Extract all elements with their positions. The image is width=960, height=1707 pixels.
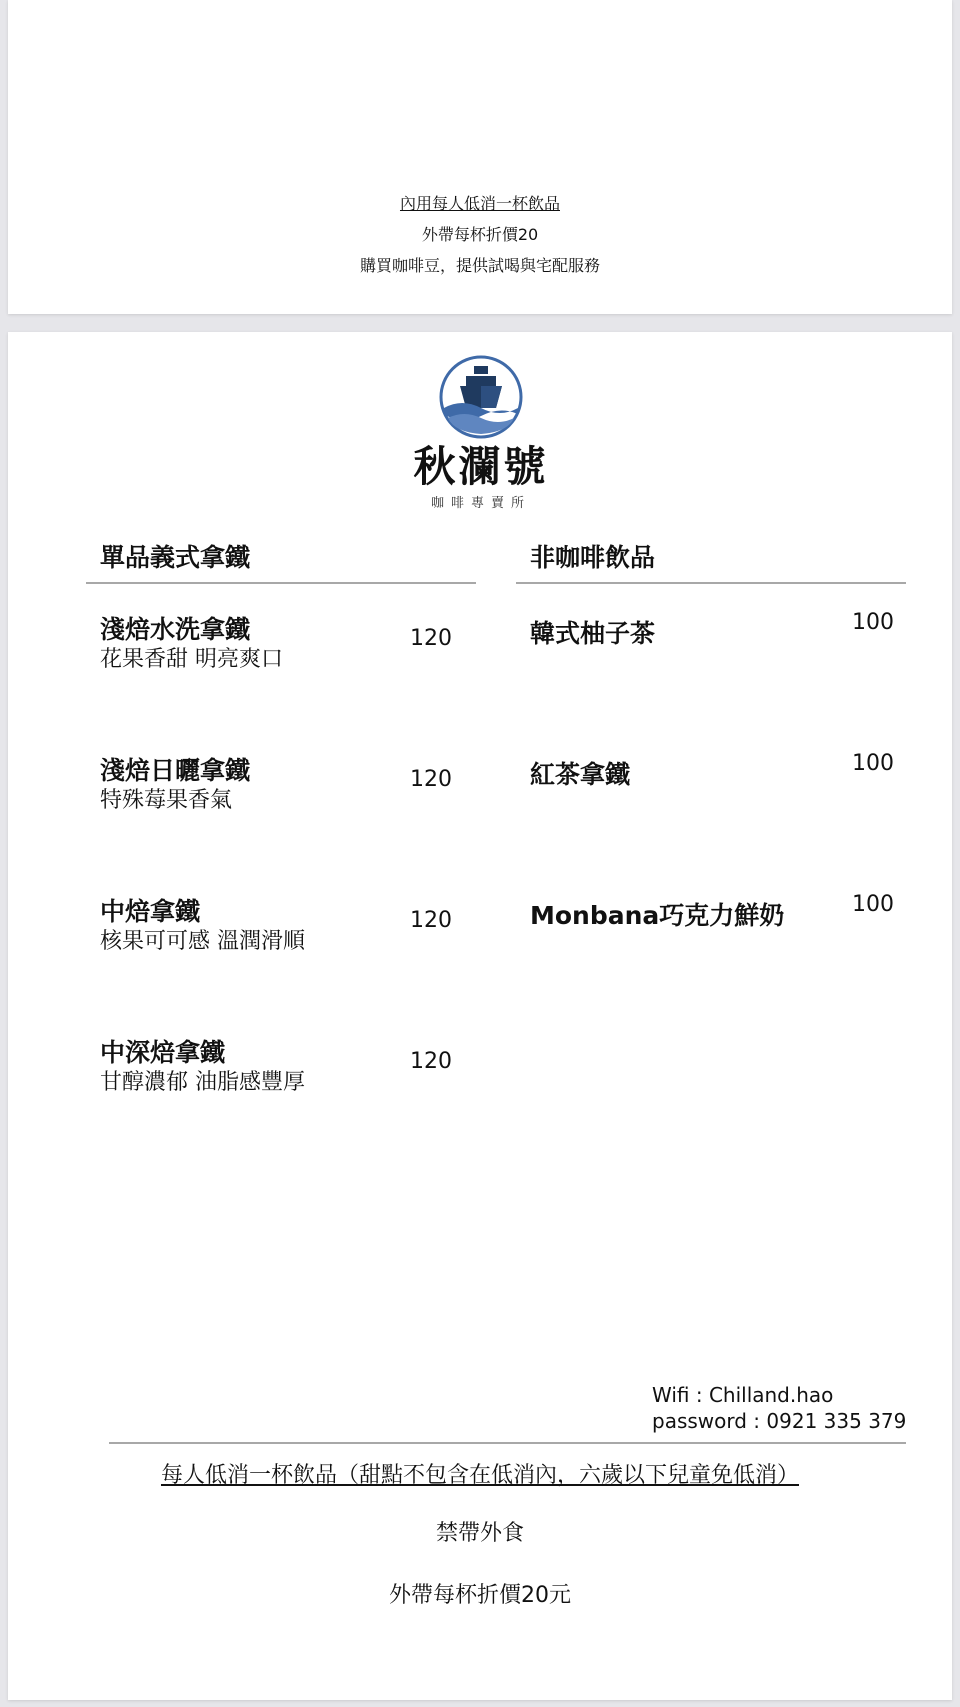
item-price: 100 [852, 751, 894, 776]
menu-item [516, 866, 906, 1007]
item-price: 100 [852, 892, 894, 917]
non-coffee-column [516, 536, 906, 1007]
shop-subtitle: 咖啡專賣所 [430, 496, 531, 511]
item-name: 中焙拿鐵 [100, 897, 201, 926]
wifi-ssid: Wifi : Chilland.hao [652, 1383, 834, 1407]
menu-page-top [8, 0, 952, 314]
item-name: Monbana巧克力鮮奶 [530, 901, 785, 930]
item-name: 中深焙拿鐵 [100, 1038, 226, 1067]
item-price: 120 [410, 626, 452, 651]
no-outside-food-notice: 禁帶外食 [435, 1521, 524, 1546]
takeaway-discount-notice: 外帶每杯折價20元 [389, 1583, 571, 1608]
item-name: 紅茶拿鐵 [530, 760, 631, 789]
item-price: 120 [410, 1049, 452, 1074]
item-description: 特殊莓果香氣 [100, 788, 233, 813]
dine-in-minimum-note: 內用每人低消一杯飲品 [399, 194, 560, 213]
top-notes [8, 188, 952, 281]
item-description: 核果可可感 溫潤滑順 [100, 929, 305, 954]
item-name: 淺焙水洗拿鐵 [100, 615, 251, 644]
minimum-order-notice: 每人低消一杯飲品（甜點不包含在低消內，六歲以下兒童免低消） [160, 1463, 799, 1488]
section-heading: 單品義式拿鐵 [100, 543, 251, 572]
menu-item [86, 584, 476, 725]
menu-item [86, 866, 476, 1007]
menu-page-main [8, 332, 952, 1700]
item-name: 韓式柚子茶 [530, 619, 656, 648]
item-price: 100 [852, 610, 894, 635]
espresso-latte-column [86, 536, 476, 1148]
item-price: 120 [410, 767, 452, 792]
coffee-bean-note: 購買咖啡豆，提供試喝與宅配服務 [359, 256, 600, 275]
menu-item [86, 1007, 476, 1148]
ship-logo-icon [438, 354, 524, 440]
shop-name: 秋瀾號 [413, 442, 549, 491]
item-name: 淺焙日曬拿鐵 [100, 756, 251, 785]
shop-logo [393, 354, 569, 511]
section-heading: 非咖啡飲品 [530, 543, 656, 572]
item-price: 120 [410, 908, 452, 933]
menu-item [516, 584, 906, 725]
wifi-info [652, 1382, 906, 1434]
wifi-password: password : 0921 335 379 [652, 1409, 907, 1433]
menu-item [86, 725, 476, 866]
item-description: 甘醇濃郁 油脂感豐厚 [100, 1070, 305, 1095]
footer-divider [109, 1442, 906, 1444]
menu-item [516, 725, 906, 866]
takeaway-discount-note: 外帶每杯折價20 [421, 225, 539, 244]
item-description: 花果香甜 明亮爽口 [100, 647, 283, 672]
